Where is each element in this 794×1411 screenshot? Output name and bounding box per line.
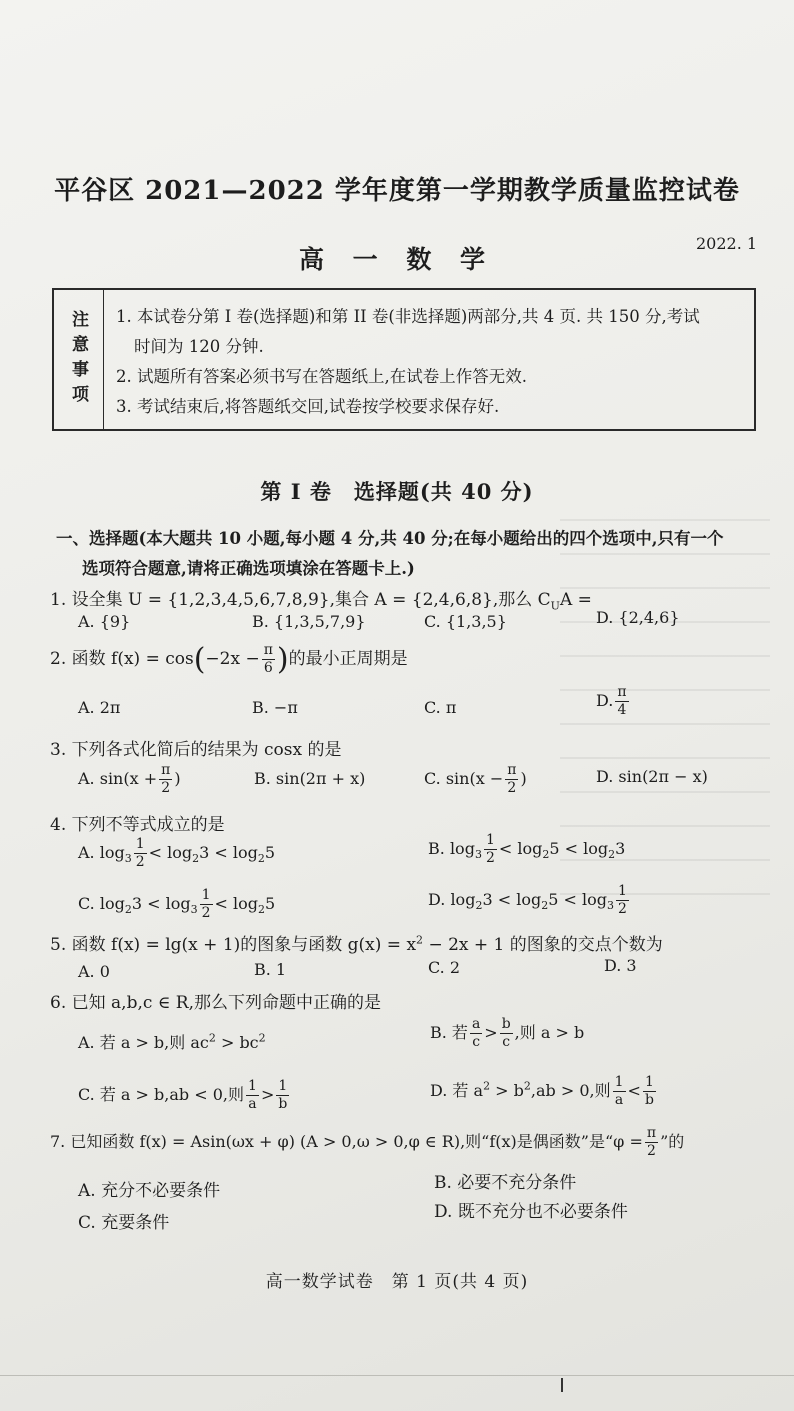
notice-item: 时间为 120 分钟. (134, 337, 264, 356)
part-line: 选项符合题意,请将正确选项填涂在答题卡上.) (82, 559, 415, 578)
question-1-stem: 1. 设全集 U = {1,2,3,4,5,6,7,8,9},集合 A = {2,4,6,8},那么 $C_UA$ = (50, 590, 592, 613)
question-3-option-c: C. sin(x − $\frac{\pi}{2}$ ) (424, 762, 527, 796)
question-1-option-c: C. {1,3,5} (424, 612, 507, 631)
question-1-option-b: B. {1,3,5,7,9} (252, 612, 366, 631)
question-7-option-d: D. 既不充分也不必要条件 (434, 1202, 628, 1222)
fraction: $\frac{1}{a}$ (248, 1078, 257, 1112)
question-5-option-c: C. 2 (428, 958, 461, 977)
question-3-option-b: B. sin(2π + x) (254, 769, 366, 788)
question-5-option-d: D. 3 (604, 956, 637, 975)
fraction: $\frac{1}{2}$ (485, 832, 495, 866)
question-7-option-a: A. 充分不必要条件 (78, 1181, 221, 1201)
question-6-option-c: C. 若 a > b,ab < 0,则 $\frac{1}{a}$ > $\frac{1}{b}$ (78, 1078, 288, 1112)
question-1-option-d: D. {2,4,6} (596, 608, 680, 627)
question-5-stem: 5. 函数 f(x) = lg(x + 1)的图象与函数 $g(x) = x^2 - 2x + 1$ 的图象的交点个数为 (50, 933, 663, 955)
question-2-option-c: C. π (424, 698, 457, 717)
question-4-option-d: D. $\log_23 < \log_25 < \log_3$ $\frac{1}{2}$ (428, 883, 627, 917)
question-6-option-b: B. 若 $\frac{a}{c}$ > $\frac{b}{c}$ ,则 a > b (430, 1016, 585, 1050)
part-instructions (56, 524, 771, 584)
question-7-option-c: C. 充要条件 (78, 1213, 170, 1233)
page-fold-line (0, 1375, 794, 1376)
fraction: $\frac{1}{2}$ (617, 883, 627, 917)
fraction: $\frac{b}{c}$ (501, 1016, 511, 1050)
question-4-stem: 4. 下列不等式成立的是 (50, 815, 225, 835)
exam-date: 2022. 1 (696, 234, 758, 253)
fraction: $\frac{a}{c}$ (471, 1016, 481, 1050)
fraction: $\frac{\pi}{2}$ (646, 1125, 657, 1159)
question-6-option-d: D. 若 $a^2 > b^2,ab > 0$,则 $\frac{1}{a}$ < $\frac{1}{b}$ (430, 1074, 654, 1108)
fraction: $\frac{\pi}{6}$ (263, 642, 273, 676)
question-3-stem: 3. 下列各式化简后的结果为 cosx 的是 (50, 740, 342, 760)
fraction: $\frac{1}{b}$ (278, 1078, 288, 1112)
notice-label-cell (54, 290, 104, 429)
question-2-option-b: B. −π (252, 698, 298, 717)
question-3-option-a: A. sin(x + $\frac{\pi}{2}$ ) (78, 762, 181, 796)
question-5-option-b: B. 1 (254, 960, 287, 979)
fraction: $\frac{\pi}{4}$ (617, 684, 627, 718)
question-4-option-a: A. $\log_3$ $\frac{1}{2}$ < $\log_23 < \log_25$ (78, 836, 276, 870)
fraction: $\frac{1}{2}$ (201, 887, 211, 921)
question-7-option-b: B. 必要不充分条件 (434, 1173, 577, 1193)
page-tick-mark (561, 1378, 563, 1392)
fraction: $\frac{1}{a}$ (614, 1074, 624, 1108)
section-title: 第 I 卷 选择题(共 40 分) (260, 479, 534, 504)
question-3-option-d: D. sin(2π − x) (596, 767, 708, 786)
question-4-option-c: C. $\log_23 < \log_3$ $\frac{1}{2}$ < $\log_25$ (78, 887, 276, 921)
part-line: 一、选择题(本大题共 10 小题,每小题 4 分,共 40 分;在每小题给出的四个选项中,只有一个 (56, 529, 724, 548)
question-2-stem: 2. 函数 f(x) = cos(−2x − $\frac{\pi}{6}$ )的最小正周期是 (50, 642, 408, 677)
notice-box (52, 288, 756, 431)
fraction: $\frac{1}{b}$ (644, 1074, 654, 1108)
question-4-option-b: B. $\log_3$ $\frac{1}{2}$ < $\log_25 < \log_23$ (428, 832, 626, 866)
page-footer: 高一数学试卷 第 1 页(共 4 页) (265, 1272, 529, 1292)
question-2-option-a: A. 2π (78, 698, 121, 717)
question-6-stem: 6. 已知 a,b,c ∈ R,那么下列命题中正确的是 (50, 993, 381, 1013)
fraction: $\frac{\pi}{2}$ (507, 762, 517, 796)
notice-item: 1. 本试卷分第 I 卷(选择题)和第 II 卷(非选择题)两部分,共 4 页. 共 150 分,考试 (116, 307, 700, 326)
question-2-option-d: D. $\frac{\pi}{4}$ (596, 684, 627, 718)
fraction: $\frac{\pi}{2}$ (161, 762, 171, 796)
notice-item: 3. 考试结束后,将答题纸交回,试卷按学校要求保存好. (116, 397, 500, 416)
question-1-option-a: A. {9} (78, 612, 131, 631)
notice-item: 2. 试题所有答案必须书写在答题纸上,在试卷上作答无效. (116, 367, 527, 386)
notice-label: 注意事项 (68, 309, 88, 410)
question-6-option-a: A. 若 a > b,则 $ac^2 > bc^2$ (78, 1031, 266, 1052)
question-7-stem: 7. 已知函数 f(x) = Asin(ωx + φ) (A > 0,ω > 0,φ ∈ R),则“f(x)是偶函数”是“φ = $\frac{\pi}{2}$ ”的 (50, 1125, 685, 1159)
subject-title: 高 一 数 学 (298, 245, 496, 274)
fraction: $\frac{1}{2}$ (135, 836, 145, 870)
exam-title: 平谷区 2021—2022 学年度第一学期教学质量监控试卷 (54, 176, 740, 206)
question-5-option-a: A. 0 (78, 962, 110, 981)
notice-items (116, 302, 744, 422)
